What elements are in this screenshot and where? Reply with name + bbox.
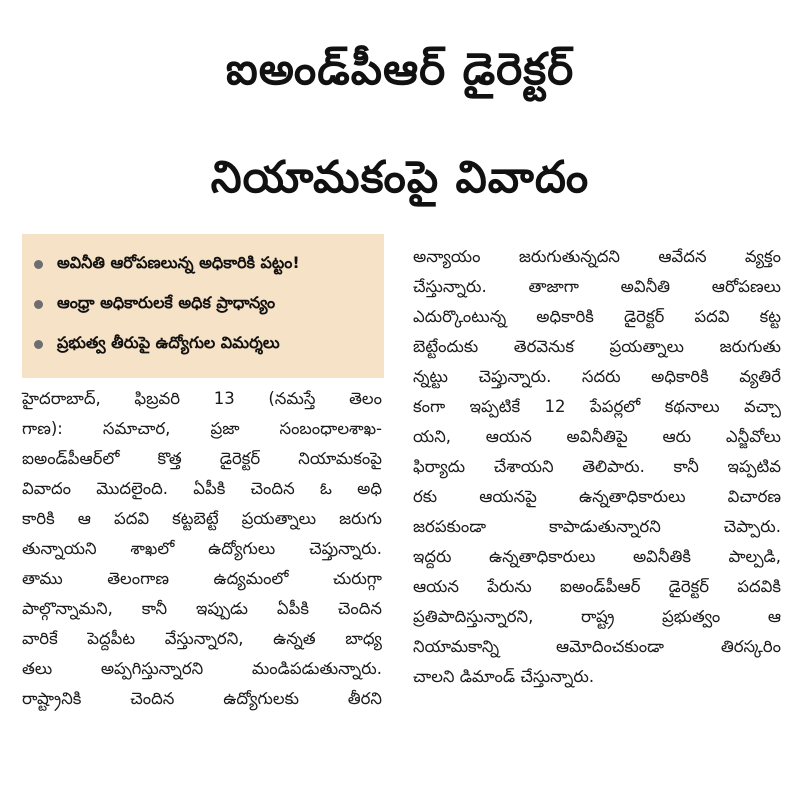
body-line: పాల్గొన్నామని, కానీ ఇప్పుడు ఏపీకి చెందిన <box>22 599 382 618</box>
body-line: ఐఅండ్‌పీఆర్‌లో కొత్త డైరెక్టర్ నియామకంపై <box>22 449 382 468</box>
article-column-right <box>413 242 781 692</box>
body-line: జరపకుండా కాపాడుతున్నారని చెప్పారు. <box>413 517 781 536</box>
body-line: వారికే పెద్దపీట వేస్తున్నారని, ఉన్నత బాధ్య <box>22 629 382 648</box>
highlight-item <box>34 324 374 364</box>
body-line: చాలని డిమాండ్ చేస్తున్నారు. <box>413 667 595 686</box>
body-line: కారికి ఆ పదవి కట్టబెట్టే ప్రయత్నాలు జరుగు <box>22 509 382 528</box>
body-line: ఎదుర్కొంటున్న అధికారికి డైరెక్టర్ పదవి కట్ట <box>413 307 781 326</box>
body-line: తున్నాయని శాఖలో ఉద్యోగులు చెప్తున్నారు. <box>22 539 382 558</box>
body-line: చేస్తున్నారు. తాజాగా అవినీతి ఆరోపణలు <box>413 277 781 296</box>
body-line: యని, ఆయన అవినీతిపై ఆరు ఎన్జీవోలు <box>413 427 781 446</box>
body-line: అన్యాయం జరుగుతున్నదని ఆవేదన వ్యక్తం <box>413 247 781 266</box>
highlight-text: అవినీతి ఆరోపణలున్న అధికారికి పట్టం! <box>57 252 300 272</box>
body-line: ఇద్దరు ఉన్నతాధికారులు అవినీతికి పాల్పడి, <box>413 547 781 566</box>
body-line: ప్రతిపాదిస్తున్నారని, రాష్ట్ర ప్రభుత్వం ఆ <box>413 607 781 626</box>
body-line: బెట్టేందుకు తెరవెనుక ప్రయత్నాలు జరుగుతు <box>413 337 781 356</box>
body-line: న్నట్టు చెప్తున్నారు. సదరు అధికారికి వ్యతిరే <box>413 367 781 386</box>
highlight-item <box>34 284 374 324</box>
body-line: గాణ): సమాచార, ప్రజా సంబంధాలశాఖ- <box>22 419 382 438</box>
highlight-item <box>34 244 374 284</box>
body-line: తాము తెలంగాణ ఉద్యమంలో చురుగ్గా <box>22 569 382 588</box>
bullet-icon <box>34 340 43 349</box>
highlights-box <box>22 234 384 378</box>
body-line: కంగా ఇప్పటికే 12 పేపర్లలో కథనాలు వచ్చా <box>413 397 781 416</box>
body-line: ఫిర్యాదు చేశాయని తెలిపారు. కానీ ఇప్పటివ <box>413 457 781 476</box>
bullet-icon <box>34 260 43 269</box>
body-line: రకు ఆయనపై ఉన్నతాధికారులు విచారణ <box>413 487 781 506</box>
body-line: వివాదం మొదలైంది. ఏపీకి చెందిన ఓ అధి <box>22 479 382 498</box>
body-line: తలు అప్పగిస్తున్నారని మండిపడుతున్నారు. <box>22 659 382 678</box>
body-line: హైదరాబాద్, ఫిబ్రవరి 13 (నమస్తే తెలం <box>22 389 382 408</box>
article-column-left <box>22 384 382 714</box>
highlight-text: ప్రభుత్వ తీరుపై ఉద్యోగుల విమర్శలు <box>57 332 280 352</box>
headline-line-1: ఐఅండ్‌పీఆర్ డైరెక్టర్ <box>225 44 575 95</box>
body-line: రాష్ట్రానికి చెందిన ఉద్యోగులకు తీరని <box>22 689 382 708</box>
body-line: ఆయన పేరును ఐఅండ్‌పీఆర్ డైరెక్టర్ పదవికి <box>413 577 781 596</box>
headline-line-2: నియామకంపై వివాదం <box>210 152 590 203</box>
bullet-icon <box>34 300 43 309</box>
highlight-text: ఆంధ్రా అధికారులకే అధిక ప్రాధాన్యం <box>57 292 276 312</box>
body-line: నియామకాన్ని ఆమోదించకుండా తిరస్కరిం <box>413 637 781 656</box>
